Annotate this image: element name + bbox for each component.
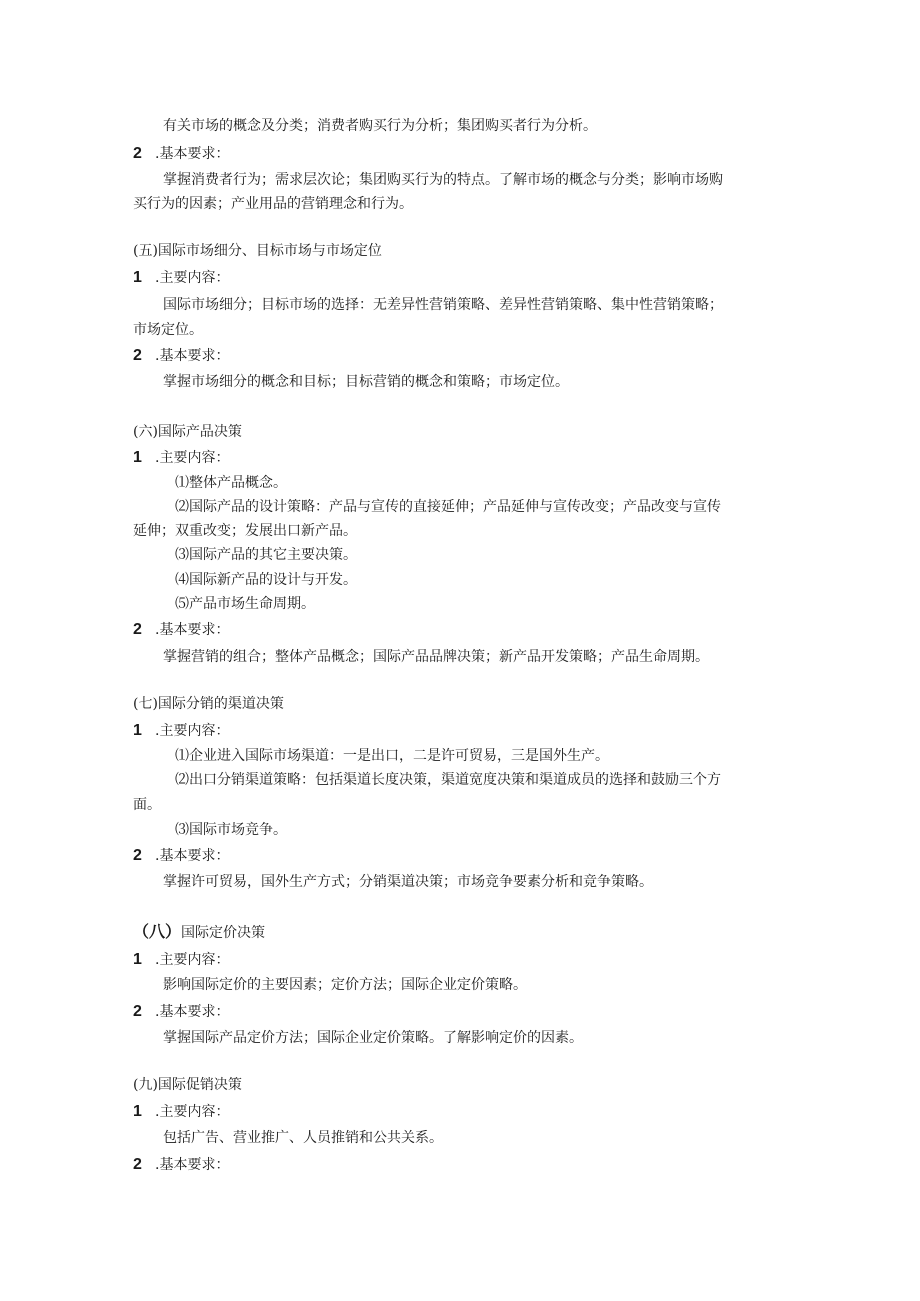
s7-req-text: 掌握许可贸易，国外生产方式；分销渠道决策；市场竞争要素分析和竞争策略。 (163, 874, 653, 890)
s9-heading: (九)国际促销决策 (133, 1077, 242, 1093)
s7-item-2-line2: 面。 (133, 797, 161, 813)
s4-req-line2: 买行为的因素；产业用品的营销理念和行为。 (133, 196, 413, 212)
s6-item-2-line1: ⑵国际产品的设计策略：产品与宣传的直接延伸；产品延伸与宣传改变；产品改变与宣传 (175, 499, 721, 515)
s6-content-number: 1 (133, 449, 142, 466)
s6-req-number: 2 (133, 621, 142, 638)
s6-item-2-line2: 延伸；双重改变；发展出口新产品。 (133, 523, 357, 539)
s4-req-number: 2 (133, 145, 142, 162)
s7-requirements-heading (133, 846, 230, 866)
s6-item-5: ⑸产品市场生命周期。 (175, 596, 315, 612)
s4-req-label: .基本要求： (155, 146, 230, 162)
s6-item-3: ⑶国际产品的其它主要决策。 (175, 547, 357, 563)
s8-content-label: .主要内容： (155, 952, 230, 968)
s5-content-line2: 市场定位。 (133, 322, 203, 338)
s7-item-2-line1: ⑵出口分销渠道策略：包括渠道长度决策，渠道宽度决策和渠道成员的选择和鼓励三个方 (175, 772, 721, 788)
s7-content-number: 1 (133, 722, 142, 739)
s7-req-number: 2 (133, 847, 142, 864)
s7-req-label: .基本要求： (155, 848, 230, 864)
s4-req-line1: 掌握消费者行为；需求层次论；集团购买行为的特点。了解市场的概念与分类；影响市场购 (163, 172, 723, 188)
s5-req-text: 掌握市场细分的概念和目标；目标营销的概念和策略；市场定位。 (163, 374, 569, 390)
s8-content-text: 影响国际定价的主要因素；定价方法；国际企业定价策略。 (163, 977, 527, 993)
s8-req-number: 2 (133, 1003, 142, 1020)
s7-content-label: .主要内容： (155, 723, 230, 739)
s9-content-heading (133, 1102, 230, 1122)
s9-req-number: 2 (133, 1156, 142, 1173)
s4-requirements-heading (133, 144, 230, 164)
s8-content-heading (133, 950, 230, 970)
s6-content-heading (133, 448, 230, 468)
s9-content-number: 1 (133, 1103, 142, 1120)
s5-requirements-heading (133, 346, 230, 366)
s9-content-text: 包括广告、营业推广、人员推销和公共关系。 (163, 1130, 443, 1146)
s7-item-3: ⑶国际市场竞争。 (175, 822, 287, 838)
s6-content-label: .主要内容： (155, 450, 230, 466)
s8-heading-number: （八） (133, 924, 182, 941)
s6-req-label: .基本要求： (155, 622, 230, 638)
s5-req-number: 2 (133, 347, 142, 364)
s6-item-4: ⑷国际新产品的设计与开发。 (175, 572, 357, 588)
s5-heading: (五)国际市场细分、目标市场与市场定位 (133, 243, 382, 259)
s6-req-text: 掌握营销的组合；整体产品概念；国际产品品牌决策；新产品开发策略；产品生命周期。 (163, 649, 709, 665)
s8-content-number: 1 (133, 951, 142, 968)
s8-req-label: .基本要求： (155, 1004, 230, 1020)
s8-req-text: 掌握国际产品定价方法；国际企业定价策略。了解影响定价的因素。 (163, 1030, 583, 1046)
s9-content-label: .主要内容： (155, 1104, 230, 1120)
s5-content-line1: 国际市场细分；目标市场的选择：无差异性营销策略、差异性营销策略、集中性营销策略； (163, 297, 723, 313)
s4-content-text: 有关市场的概念及分类；消费者购买行为分析；集团购买者行为分析。 (163, 118, 597, 134)
s8-requirements-heading (133, 1002, 230, 1022)
s5-content-number: 1 (133, 269, 142, 286)
s8-heading-title: 国际定价决策 (181, 925, 266, 941)
s7-item-1: ⑴企业进入国际市场渠道：一是出口，二是许可贸易，三是国外生产。 (175, 748, 609, 764)
s9-requirements-heading (133, 1155, 230, 1175)
s6-requirements-heading (133, 620, 230, 640)
s6-heading: (六)国际产品决策 (133, 424, 242, 440)
s8-heading (133, 923, 265, 943)
s9-req-label: .基本要求： (155, 1157, 230, 1173)
s6-item-1: ⑴整体产品概念。 (175, 475, 287, 491)
s7-content-heading (133, 721, 230, 741)
s5-req-label: .基本要求： (155, 348, 230, 364)
s5-content-label: .主要内容： (155, 270, 230, 286)
s7-heading: (七)国际分销的渠道决策 (133, 696, 284, 712)
s5-content-heading (133, 268, 230, 288)
